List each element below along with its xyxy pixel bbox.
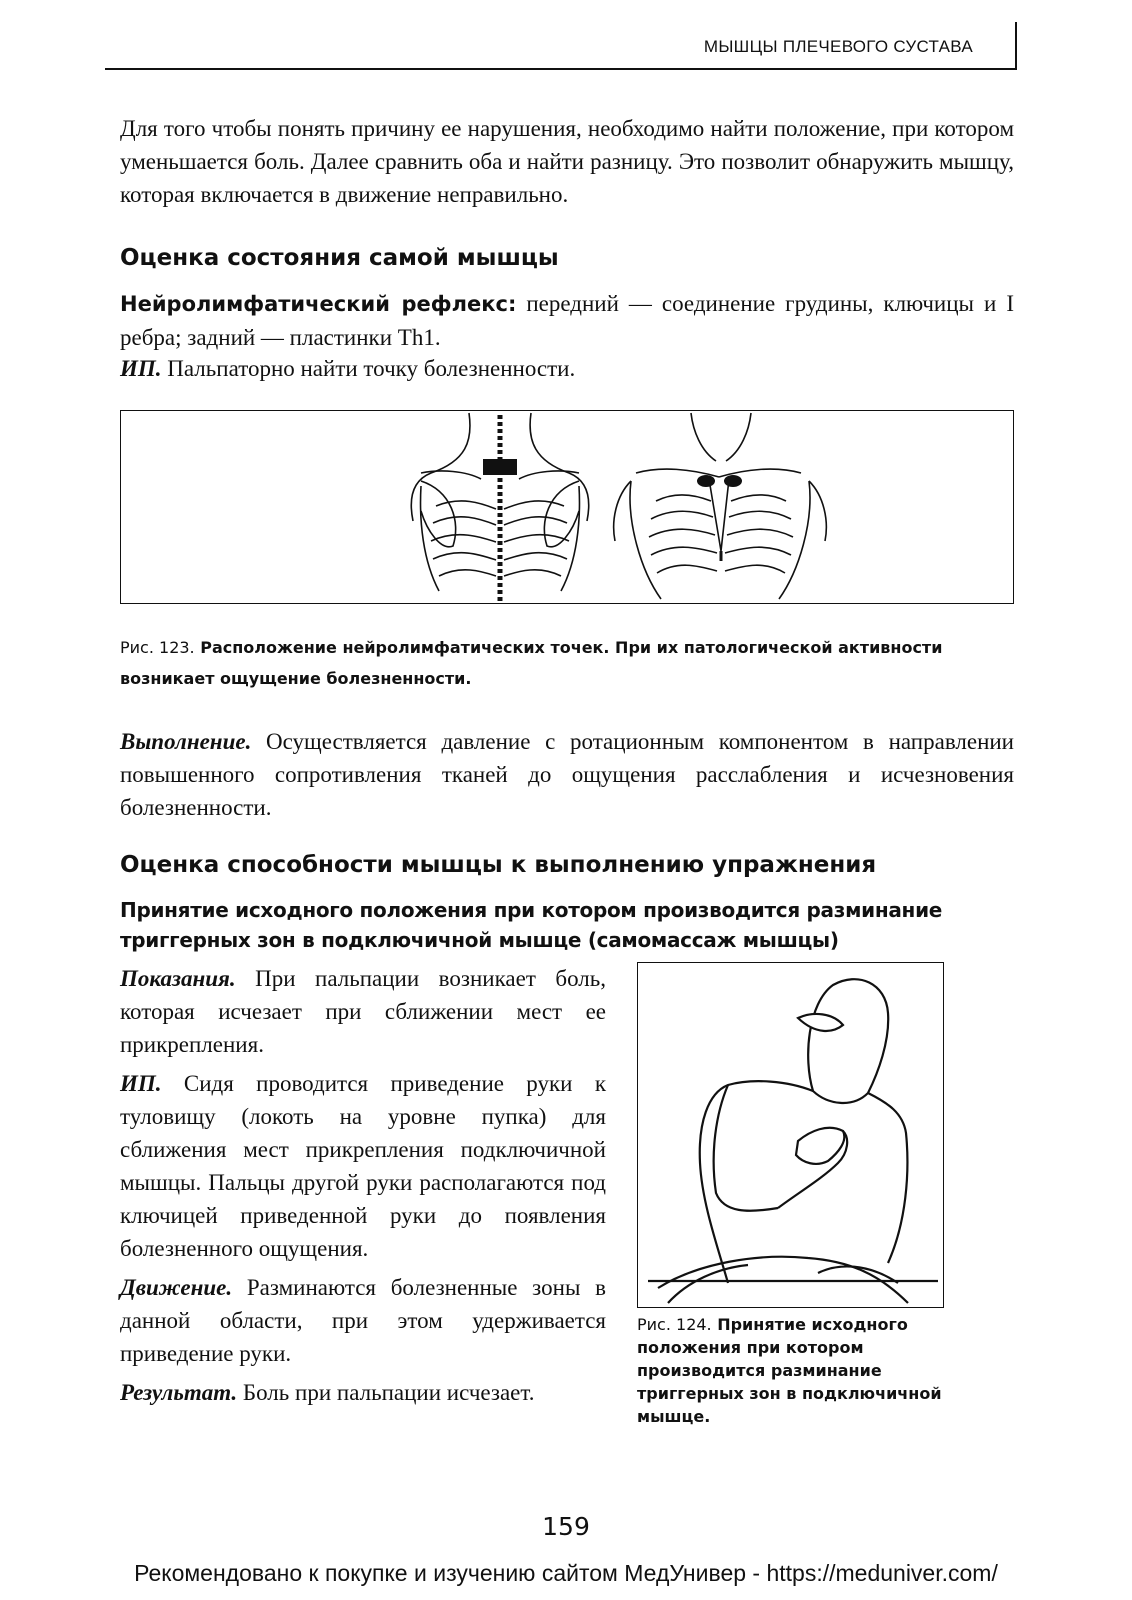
figure-123-frame [120,410,1014,604]
exercise-text-column [120,962,606,1415]
ip2-paragraph [120,1067,606,1265]
ip-text: Пальпаторно найти точку болезненности. [161,356,576,381]
footer-watermark: Рекомендовано к покупке и изучению сайтом МедУнивер - https://meduniver.com/ [134,1560,998,1586]
self-massage-illustration [638,963,942,1306]
execution-paragraph [120,725,1014,824]
ip-lead: ИП. [120,356,162,381]
movement-text: Разминаются болезненные зоны в данной области, при этом удерживается приведение руки. [120,1275,606,1366]
ip2-lead: ИП. [120,1071,162,1096]
section-heading-muscle-state: Оценка состояния самой мышцы [120,245,559,271]
movement-paragraph [120,1271,606,1370]
running-head-rule [1015,22,1017,68]
indications-lead: Показания. [120,966,236,991]
figure-124-number: Рис. 124. [637,1315,712,1334]
ip-paragraph [120,352,1014,385]
execution-lead: Выполнение. [120,729,252,754]
figure-124-caption [637,1313,967,1428]
skeleton-illustration [121,411,1012,602]
figure-124-text: Принятие исходного положения при котором производится разминание триггерных зон в подключичной мышце. [637,1315,942,1426]
execution-text: Осуществляется давление с ротационным компонентом в направлении повышенного сопротивления тканей до ощущения расслабления и исчезновения болезненности. [120,729,1014,820]
anterior-skeleton [614,413,827,599]
result-paragraph [120,1376,606,1409]
reflex-paragraph [120,287,1014,354]
posterior-skeleton [411,413,588,601]
result-lead: Результат. [120,1380,238,1405]
figure-123-caption [120,632,1014,694]
figure-123-number: Рис. 123. [120,638,195,657]
ip2-text: Сидя проводится приведение руки к туловищу (локоть на уровне пупка) для сближения мест прикрепления подключичной мышцы. Пальцы другой руки располагаются под ключицей приведенной руки до появления болезненного ощущения. [120,1071,606,1261]
indications-paragraph [120,962,606,1061]
reflex-text: передний — соединение грудины, ключицы и I ребра; задний — пластинки Th1. [120,291,1014,350]
movement-lead: Движение. [120,1275,233,1300]
result-text: Боль при пальпации исчезает. [237,1380,535,1405]
running-head-title: МЫШЦЫ ПЛЕЧЕВОГО СУСТАВА [703,37,973,56]
running-head [105,28,1017,70]
posterior-reflex-point [483,459,517,475]
section-heading-exercise: Оценка способности мышцы к выполнению упражнения [120,852,877,878]
figure-123-text: Расположение нейролимфатических точек. При их патологической активности возникает ощущение болезненности. [120,638,943,688]
reflex-lead: Нейролимфатический рефлекс: [120,292,517,316]
subsection-heading: Принятие исходного положения при котором производится разминание триггерных зон в подключичной мышце (самомассаж мышцы) [120,898,943,952]
page-number: 159 [542,1512,590,1541]
anterior-reflex-point-right [724,475,742,487]
seated-figure [648,979,938,1303]
intro-paragraph: Для того чтобы понять причину ее нарушения, необходимо найти положение, при котором уменьшается боль. Далее сравнить оба и найти разницу. Это позволит обнаружить мышцу, которая включается в движение неправильно. [120,116,1014,207]
figure-124-frame [637,962,944,1308]
indications-text: При пальпации возникает боль, которая исчезает при сближении мест ее прикрепления. [120,966,606,1057]
anterior-reflex-point-left [697,475,715,487]
